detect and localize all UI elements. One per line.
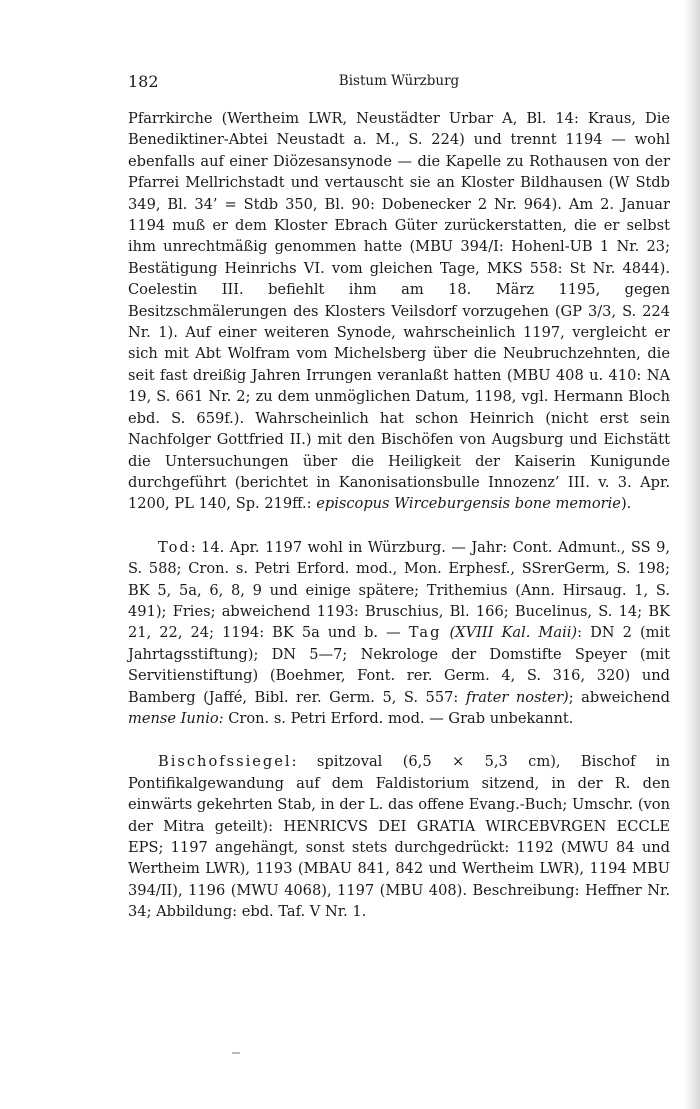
quote-run: frater noster) [465,688,569,706]
quote-run: episcopus Wirceburgensis bone memorie [316,495,621,513]
page-number: 182 [128,72,159,91]
section-label-bischofssiegel: Bischofssiegel [158,753,292,771]
text-run: ). [620,495,632,513]
paragraph-tod [128,537,670,730]
page-edge-shadow [684,0,700,1109]
running-head [128,72,670,96]
quote-run: mense Iunio: [128,709,224,727]
text-run: Cron. s. Petri Erford. mod. — Grab unbekannt. [223,709,574,727]
section-label-tod: Tod [158,538,191,556]
paragraph-pfarrkirche [128,108,670,515]
document-page [128,72,670,923]
text-run: ; abweichend [568,688,670,706]
text-run: : spitzoval (6,5 × 5,3 cm), Bischof in Pontifikalgewandung auf dem Faldistorium sitzend, in der R. den einwärts gekehrten Stab, in der L. das offene Evang.-Buch; Umschr. (von der Mitra geteilt): HENRICVS DEI GRATIA WIRCEBVRGEN ECCLE EPS; 1197 angehängt, sonst stets durchgedrückt: 1192 (MWU 84 und Wertheim LWR), 1193 (MBAU 841, 842 und Wertheim LWR), 1194 MBU 394/II), 1196 (MWU 4068), 1197 (MBU 408). Beschreibung: Heffner Nr. 34; Abbildung: ebd. Taf. V Nr. 1. [128,753,670,921]
paragraph-bischofssiegel [128,751,670,922]
quote-run: (XVIII Kal. Maii) [441,624,578,642]
sublabel-tag: Tag [408,624,442,642]
document-body [128,108,670,923]
text-run: Pfarrkirche (Wertheim LWR, Neustädter Urbar A, Bl. 14: Kraus, Die Benediktiner-Abtei Neustadt a. M., S. 224) und trennt 1194 — wohl ebenfalls auf einer Diözesansynode — die Kapelle zu Rothausen von der Pfarrei Mellrichstadt und vertauscht sie an Kloster Bildhausen (W Stdb 349, Bl. 34’ = Stdb 350, Bl. 90: Dobenecker 2 Nr. 964). Am 2. Januar 1194 muß er dem Kloster Ebrach Güter zurückerstatten, die er selbst ihm unrechtmäßig genommen hatte (MBU 394/I: Hohenl-UB 1 Nr. 23; Bestätigung Heinrichs VI. vom gleichen Tage, MKS 558: St Nr. 4844). Coelestin III. befiehlt ihm am 18. März 1195, gegen Besitzschmälerungen des Klosters Veilsdorf vorzugehen (GP 3/3, S. 224 Nr. 1). Auf einer weiteren Synode, wahrscheinlich 1197, vergleicht er sich mit Abt Wolfram vom Michelsberg über die Neubruchzehnten, die seit fast dreißig Jahren Irrungen veranlaßt hatten (MBU 408 u. 410: NA 19, S. 661 Nr. 2; zu dem unmöglichen Datum, 1198, vgl. Hermann Bloch ebd. S. 659f.). Wahrscheinlich hat schon Heinrich (nicht erst sein Nachfolger Gottfried II.) mit den Bischöfen von Augsburg und Eichstätt die Untersuchungen über die Heiligkeit der Kaiserin Kunigunde durchgeführt (berichtet in Kanonisationsbulle Innozenz’ III. v. 3. Apr. 1200, PL 140, Sp. 219ff.: [128,110,670,513]
running-title: Bistum Würzburg [338,73,460,89]
scan-speck [232,1052,240,1054]
text-run: : DN 2 (mit Jahrtagsstiftung); DN 5—7; Nekrologe der Domstifte Speyer (mit Servitienstiftung) (Boehmer, Font. rer. Germ. 4, S. 316, 320) und Bamberg (Jaffé, Bibl. rer. Germ. 5, S. 557: [128,624,671,706]
text-run: : 14. Apr. 1197 wohl in Würzburg. — Jahr: Cont. Admunt., SS 9, S. 588; Cron. s. Petri Erford. mod., Mon. Erphesf., SSrerGerm, S. 198; BK 5, 5a, 6, 8, 9 und einige spätere; Trithemius (Ann. Hirsaug. 1, S. 491); Fries; abweichend 1193: Bruschius, Bl. 166; Bucelinus, S. 14; BK 21, 22, 24; 1194: BK 5a und b. — [128,538,670,642]
